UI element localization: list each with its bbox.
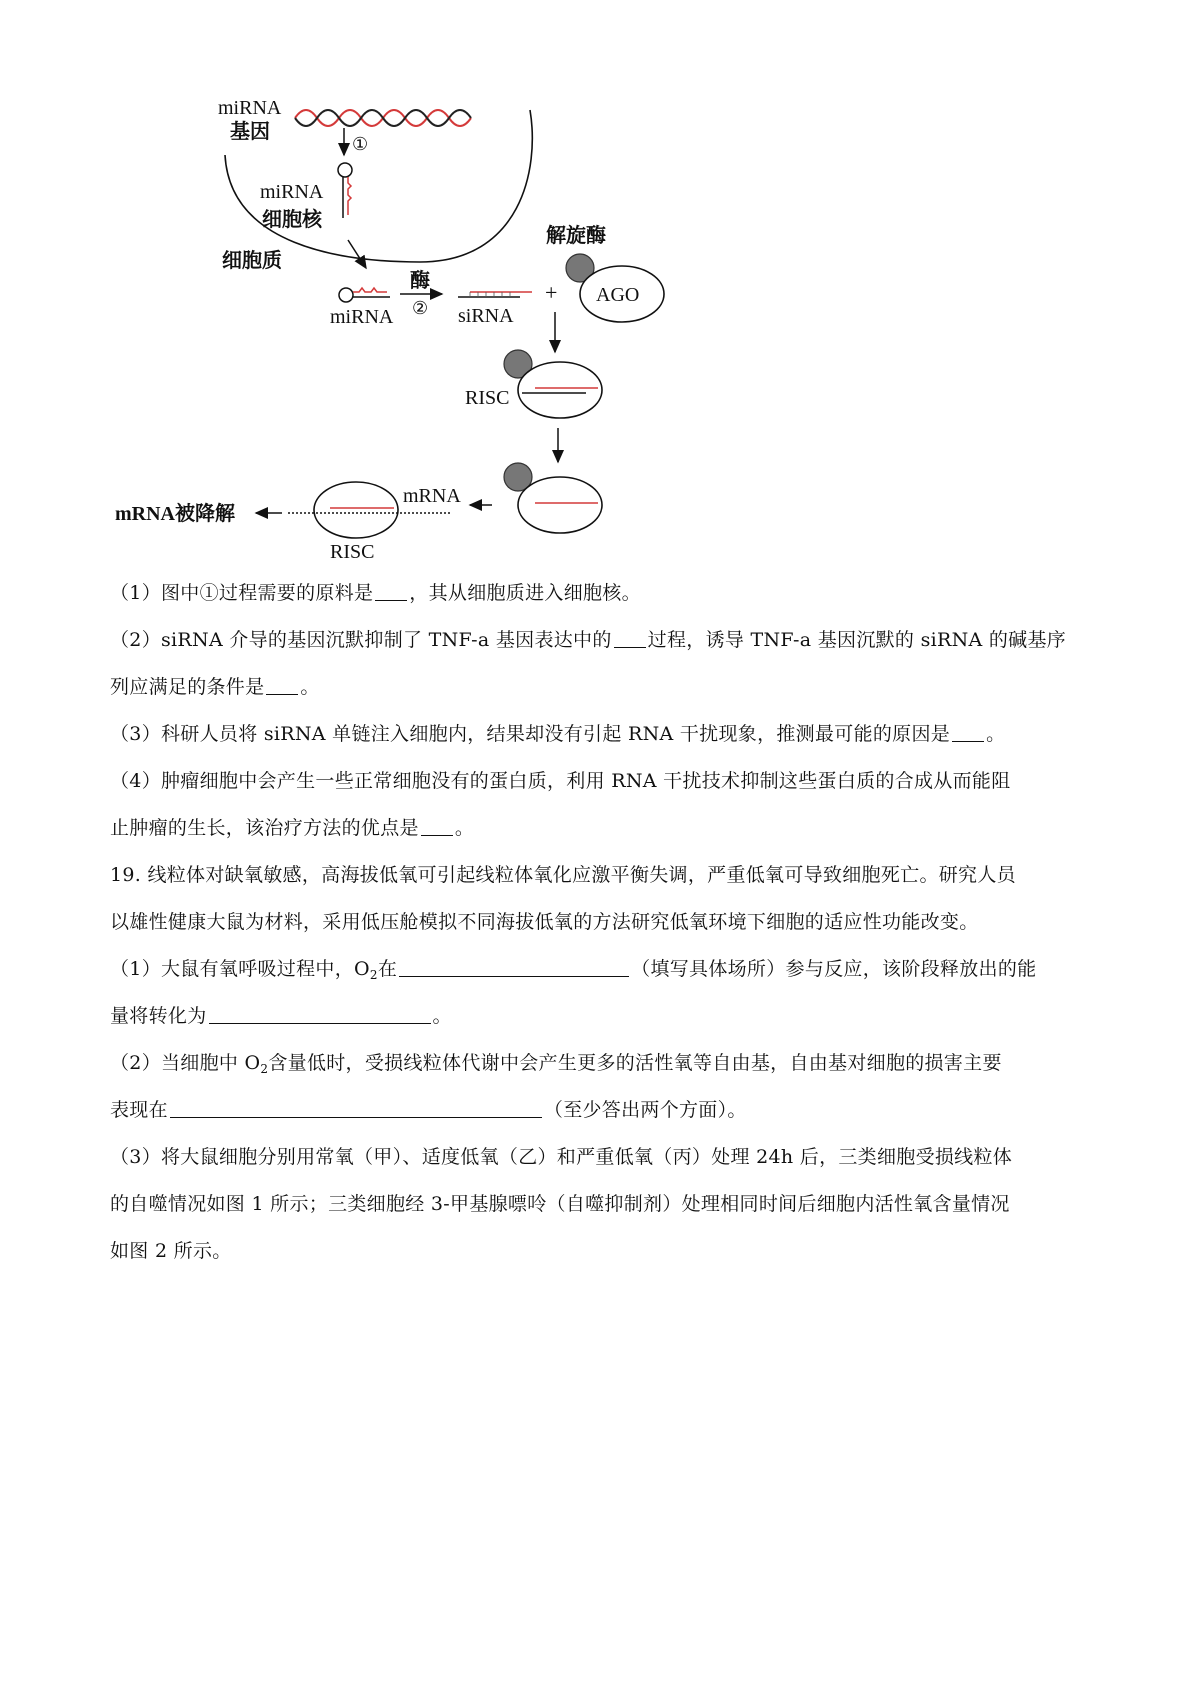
risc1-label: RISC <box>465 387 510 409</box>
sirna-duplex <box>458 292 532 297</box>
q19-part3: （3）将大鼠细胞分别用常氧（甲）、适度低氧（乙）和严重低氧（丙）处理 24h 后，三类细胞受损线粒体 <box>110 1146 1013 1168</box>
pre-mirna-hairpin <box>338 163 352 218</box>
mirna-bottom-label: miRNA <box>330 306 394 328</box>
q18-part4-cont: 止肿瘤的生长，该治疗方法的优点是 。 <box>110 805 1100 852</box>
risc1-ellipse <box>518 362 602 418</box>
question-text <box>110 570 1100 1275</box>
degraded-label: mRNA被降解 <box>115 503 235 525</box>
mirna-gene-label-1: miRNA <box>218 97 282 119</box>
step2-label: ② <box>412 298 429 318</box>
q18-part2: （2）siRNA 介导的基因沉默抑制了 TNF-a 基因表达中的 过程，诱导 TNF-a 基因沉默的 siRNA 的碱基序 <box>110 617 1100 664</box>
mirna-gene-label-2: 基因 <box>230 121 270 143</box>
enzyme-label: 酶 <box>410 270 430 292</box>
q19-intro-1: 19. 线粒体对缺氧敏感，高海拔低氧可引起线粒体氧化应激平衡失调，严重低氧可导致细胞死亡。研究人员 <box>110 864 1016 886</box>
q19-part3-cont2: 如图 2 所示。 <box>110 1240 232 1262</box>
rna-interference-diagram <box>0 0 1200 570</box>
q19-part2: （2）当细胞中 $O_2$含量低时，受损线粒体代谢中会产生更多的活性氧等自由基，自由基对细胞的损害主要 <box>110 1052 1002 1076</box>
answer-blank <box>399 954 629 977</box>
sirna-label: siRNA <box>458 305 514 327</box>
q18-part4: （4）肿瘤细胞中会产生一些正常细胞没有的蛋白质，利用 RNA 干扰技术抑制这些蛋白质的合成从而能阻 <box>110 770 1011 792</box>
answer-blank <box>209 1001 431 1024</box>
risc2-ellipse <box>518 477 602 533</box>
step1-label: ① <box>352 134 369 154</box>
answer-blank <box>375 578 407 601</box>
answer-blank <box>614 625 646 648</box>
risc3-ellipse <box>314 482 398 538</box>
q18-part2-cont: 列应满足的条件是 。 <box>110 664 1100 711</box>
mirna-top-label: miRNA <box>260 181 324 203</box>
cytoplasm-label: 细胞质 <box>222 250 282 272</box>
answer-blank <box>266 672 298 695</box>
q19-part1: （1）大鼠有氧呼吸过程中，$O_2$在 （填写具体场所）参与反应，该阶段释放出的能 <box>110 946 1100 993</box>
helicase-label: 解旋酶 <box>546 225 606 247</box>
mrna-label: mRNA <box>403 485 461 507</box>
q19-intro-2: 以雄性健康大鼠为材料，采用低压舱模拟不同海拔低氧的方法研究低氧环境下细胞的适应性功能改变。 <box>110 911 979 933</box>
q19-part1-cont: 量将转化为 。 <box>110 993 1100 1040</box>
cytoplasm-mirna <box>339 288 390 302</box>
risc2-label: RISC <box>330 541 375 563</box>
export-arrow <box>348 240 366 268</box>
nucleus-label: 细胞核 <box>262 209 322 231</box>
ago-label: AGO <box>596 284 640 306</box>
answer-blank <box>952 719 984 742</box>
mirna-gene-helix <box>295 110 471 126</box>
q19-part2-cont: 表现在 （至少答出两个方面）。 <box>110 1087 1100 1134</box>
answer-blank <box>170 1095 542 1118</box>
plus-label: + <box>545 280 558 305</box>
q19-part3-cont: 的自噬情况如图 1 所示；三类细胞经 3-甲基腺嘌呤（自噬抑制剂）处理相同时间后细胞内活性氧含量情况 <box>110 1193 1010 1215</box>
q18-part3: （3）科研人员将 siRNA 单链注入细胞内，结果却没有引起 RNA 干扰现象，推测最可能的原因是 。 <box>110 711 1100 758</box>
q18-part1: （1）图中①过程需要的原料是 ，其从细胞质进入细胞核。 <box>110 570 1100 617</box>
answer-blank <box>421 813 453 836</box>
